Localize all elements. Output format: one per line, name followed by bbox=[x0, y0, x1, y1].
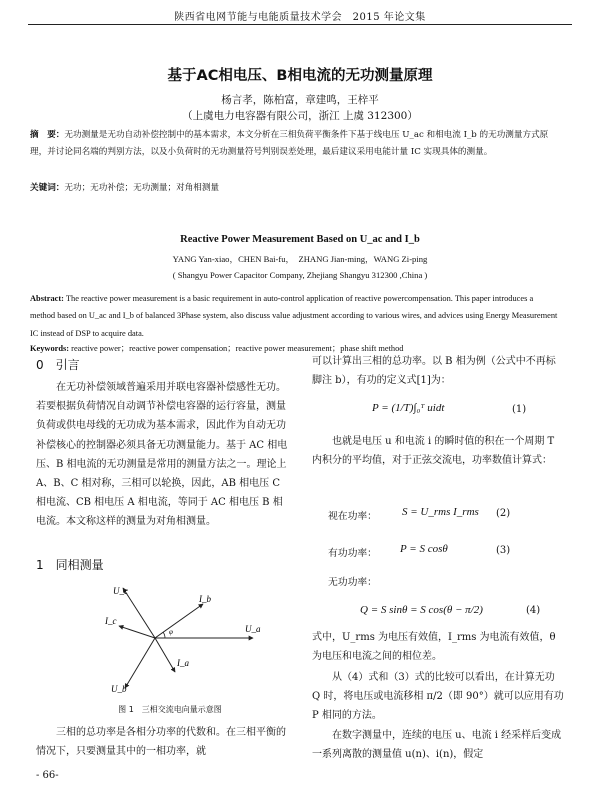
label-uc: U_c bbox=[113, 586, 128, 596]
section-0-heading: 0 引言 bbox=[36, 358, 80, 372]
para-digital-measurement: 在数字测量中，连续的电压 u、电流 i 经采样后变成一系列离散的测量值 u(n)、i(n)，假定 bbox=[312, 730, 562, 761]
ia-vector bbox=[155, 638, 175, 672]
keywords-en-label: Keywords: bbox=[30, 344, 70, 353]
ic-vector bbox=[119, 626, 155, 638]
equation-3: P = S cosθ bbox=[400, 543, 448, 555]
english-title: Reactive Power Measurement Based on U_ac and I_b bbox=[180, 234, 420, 245]
label-phi: φ bbox=[169, 628, 173, 636]
phasor-diagram bbox=[95, 580, 270, 695]
label-ub: U_b bbox=[111, 684, 127, 694]
english-authors: YANG Yan-xiao，CHEN Bai-fu， ZHANG Jian-ming，WANG Zi-ping bbox=[172, 254, 428, 264]
phase-angle-arc bbox=[163, 632, 165, 638]
keywords-en-text: reactive power；reactive power compensation；reactive power measurement；phase shift method bbox=[71, 344, 404, 353]
page-number: - 66- bbox=[36, 770, 59, 781]
intro-paragraph: 在无功补偿领域普遍采用并联电容器补偿感性无功。若要根据负荷情况自动调节补偿电容器的运行容量，测量负荷或供电母线的无功成为基本需求，因此作为自动无功补偿核心的控制器必须具备无功测量能力。基于 AC 相电压、B 相电流的无功测量是常用的测量方法之一。理论上 A、B、C 相对称，三相可以轮换，因此，AB 相电压 C 相电流、CB 相电压 A 相电流，等同于 AC 相电压 B 相电流。本文称这样的测量为对角相测量。 bbox=[36, 382, 288, 528]
header-rule bbox=[28, 24, 572, 25]
paper-title: 基于AC相电压、B相电流的无功测量原理 bbox=[167, 68, 433, 84]
section-1-heading: 1 同相测量 bbox=[36, 558, 104, 572]
label-active-power: 有功功率： bbox=[328, 548, 377, 559]
equation-2: S = U_rms I_rms bbox=[402, 506, 479, 518]
ub-vector bbox=[125, 638, 155, 688]
para-compare-equations: 从（4）式和（3）式的比较可以看出，在计算无功 Q 时，将电压或电流移相 π/2（即 90°）就可以应用有功 P 相同的方法。 bbox=[312, 672, 564, 722]
label-ia: I_a bbox=[177, 658, 189, 668]
equation-2-number: (2) bbox=[496, 508, 511, 519]
running-header: 陕西省电网节能与电能质量技术学会 2015 年论文集 bbox=[174, 12, 426, 23]
english-affiliation: ( Shangyu Power Capacitor Company, Zhejiang Shangyu 312300 ,China ) bbox=[172, 270, 428, 280]
label-ic: I_c bbox=[105, 616, 117, 626]
label-apparent-power: 视在功率： bbox=[328, 511, 377, 522]
abstract-cn bbox=[30, 127, 560, 161]
abstract-en bbox=[30, 290, 560, 342]
equation-3-number: (3) bbox=[496, 545, 511, 556]
keywords-cn-label: 关键词： bbox=[30, 183, 65, 193]
para-instant-product: 也就是电压 u 和电流 i 的瞬时值的积在一个周期 T 内积分的平均值，对于正弦交流电，功率数值计算式： bbox=[312, 436, 555, 467]
ib-vector bbox=[155, 604, 203, 638]
keywords-cn bbox=[30, 181, 219, 193]
abstract-en-label: Abstract: bbox=[30, 294, 64, 303]
label-reactive-power: 无功功率： bbox=[328, 577, 377, 588]
figure-1-caption: 图 1 三相交流电向量示意图 bbox=[118, 705, 222, 714]
para-total-power: 三相的总功率是各相分功率的代数和。在三相平衡的情况下，只要测量其中的一相功率，就 bbox=[36, 727, 286, 758]
label-ib: I_b bbox=[199, 594, 211, 604]
equation-1-number: (1) bbox=[512, 404, 527, 415]
equation-1: P = (1/T)∫₀ᵀ uidt bbox=[372, 402, 445, 414]
para-variable-definitions: 式中，U_rms 为电压有效值，I_rms 为电流有效值，θ 为电压和电流之间的相位差。 bbox=[312, 632, 556, 663]
para-define-active: 可以计算出三相的总功率。以 B 相为例（公式中不再标脚注 b），有功的定义式[1]为： bbox=[312, 356, 556, 387]
authors: 杨言孝，陈柏富，章建鸣，王梓平 bbox=[221, 94, 379, 106]
equation-4-number: (4) bbox=[526, 605, 541, 616]
label-ua: U_a bbox=[245, 624, 261, 634]
abstract-cn-text: 无功测量是无功自动补偿控制中的基本需求，本文分析在三相负荷平衡条件下基于线电压 U_ac 和相电流 I_b 的无功测量方式原理，并讨论同名端的判别方法，以及小负荷时的无功测量符号判别误差处理，最后建议采用电能计量 IC 实现具体的测量。 bbox=[30, 130, 549, 157]
equation-4: Q = S sinθ = S cos(θ − π/2) bbox=[360, 604, 483, 616]
abstract-cn-label: 摘 要： bbox=[30, 130, 65, 140]
abstract-en-text: The reactive power measurement is a basic requirement in auto-control application of reactive powercompensation. This paper introduces a method based on U_ac and I_b of balanced 3Phase system, also discuss value adjustment according to various wires, and advices using Energy Measurement IC instead of DSP to acquire data. bbox=[30, 294, 558, 338]
keywords-cn-text: 无功；无功补偿；无功测量；对角相测量 bbox=[64, 183, 220, 193]
affiliation: （上虞电力电容器有限公司，浙江 上虞 312300） bbox=[182, 110, 418, 122]
